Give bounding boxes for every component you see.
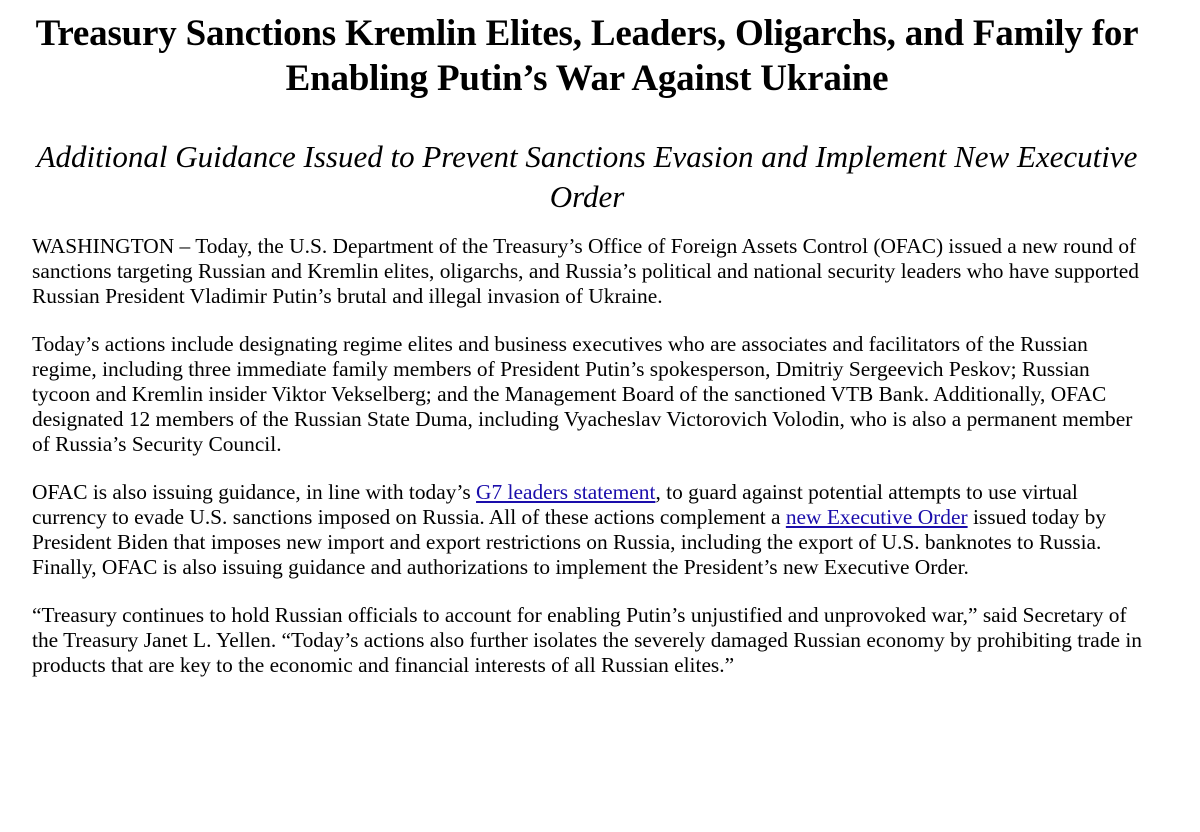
paragraph-guidance-text-1: OFAC is also issuing guidance, in line with today’s [32,480,477,504]
press-release-title: Treasury Sanctions Kremlin Elites, Leaders, Oligarchs, and Family for Enabling Putin’s War Against Ukraine [35,13,1139,99]
g7-leaders-statement-link[interactable]: G7 leaders statement [476,480,656,504]
paragraph-yellen-quote: “Treasury continues to hold Russian officials to account for enabling Putin’s unjustified and unprovoked war,” said Secretary of the Treasury Janet L. Yellen. “Today’s actions also further isolates the severely damaged Russian economy by prohibiting trade in products that are key to the economic and financial interests of all Russian elites.” [32,603,1142,677]
paragraph-guidance-text-3: issued today by President Biden that imposes new import and export restrictions on Russia, including the export of U.S. banknotes to Russia. Finally, OFAC is also issuing guidance and authorizations to implement the President’s new Executive Order. [32,505,1107,579]
paragraph-designations: Today’s actions include designating regime elites and business executives who are associates and facilitators of the Russian regime, including three immediate family members of President Putin’s spokesperson, Dmitriy Sergeevich Peskov; Russian tycoon and Kremlin insider Viktor Vekselberg; and the Management Board of the sanctioned VTB Bank. Additionally, OFAC designated 12 members of the Russian State Duma, including Vyacheslav Victorovich Volodin, who is also a permanent member of Russia’s Security Council. [32,332,1133,456]
new-executive-order-link[interactable]: new Executive Order [785,505,968,529]
paragraph-guidance-text-2: , to guard against potential attempts to use virtual currency to evade U.S. sanctions imposed on Russia. All of these actions complement a [32,480,1078,529]
paragraph-guidance [32,480,1142,580]
press-release-subtitle: Additional Guidance Issued to Prevent Sanctions Evasion and Implement New Executive Order [36,139,1138,214]
paragraph-intro: WASHINGTON – Today, the U.S. Department of the Treasury’s Office of Foreign Assets Control (OFAC) issued a new round of sanctions targeting Russian and Kremlin elites, oligarchs, and Russia’s political and national security leaders who have supported Russian President Vladimir Putin’s brutal and illegal invasion of Ukraine. [32,234,1139,308]
press-release-body [32,234,1142,678]
